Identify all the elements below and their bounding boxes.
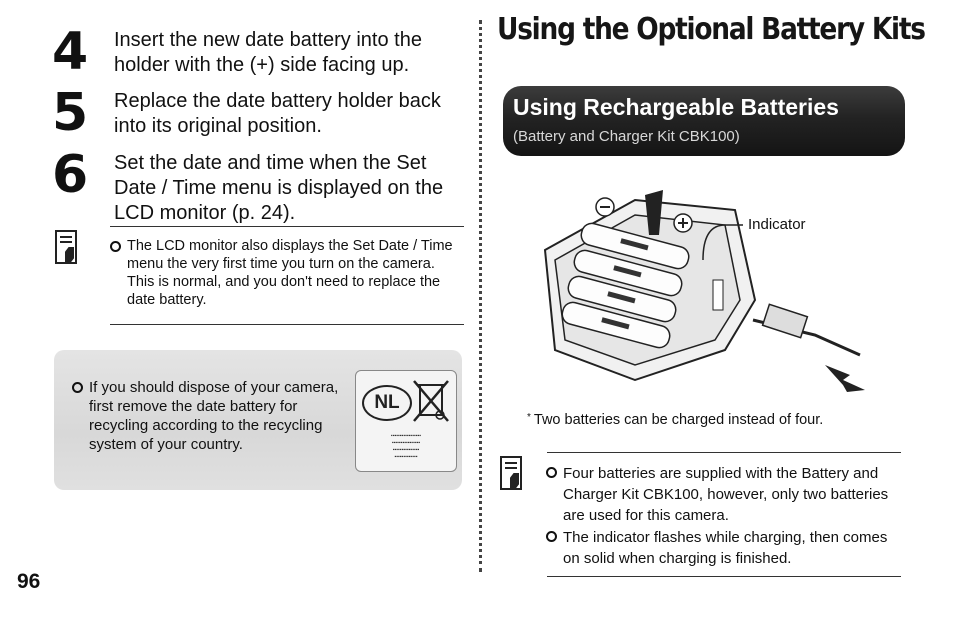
bullet-icon	[546, 467, 557, 478]
recycle-note-text: If you should dispose of your camera, first remove the date battery for recycling according to the recycling system of your country.	[89, 379, 339, 453]
left-note-item	[110, 237, 464, 309]
right-note-divider-top	[547, 452, 901, 453]
step-text: Replace the date battery holder back into its original position.	[114, 90, 441, 137]
figure-footnote	[527, 412, 823, 428]
step-text: Insert the new date battery into the holder with the (+) side facing up.	[114, 29, 422, 76]
step-6	[52, 145, 467, 229]
note-pencil-icon	[500, 456, 522, 490]
page-title: Using the Optional Battery Kits	[497, 12, 925, 47]
left-note-text: The LCD monitor also displays the Set Date / Time menu the very first time you turn on the camera. This is normal, and you don't need to replace the date battery.	[127, 238, 453, 308]
step-number: 6	[52, 145, 89, 205]
step-number: 4	[52, 22, 89, 82]
step-4	[52, 22, 467, 86]
right-note-item-2	[546, 527, 904, 569]
banner-subtitle: (Battery and Charger Kit CBK100)	[513, 128, 740, 145]
recycle-note-item	[72, 378, 354, 454]
footnote-mark: *	[527, 412, 531, 423]
right-note-item-1	[546, 463, 904, 526]
step-divider	[110, 226, 464, 227]
bullet-icon	[546, 531, 557, 542]
page-number: 96	[17, 570, 41, 593]
banner-title: Using Rechargeable Batteries	[513, 94, 839, 120]
footnote-text: Two batteries can be charged instead of four.	[533, 412, 824, 428]
note-pencil-icon	[55, 230, 77, 264]
note-divider	[110, 324, 464, 325]
right-note-text: The indicator flashes while charging, then comes on solid when charging is finished.	[563, 529, 888, 567]
recycling-badge	[355, 370, 457, 472]
battery-charger-illustration	[525, 180, 885, 395]
bullet-icon	[110, 241, 121, 252]
indicator-label: Indicator	[748, 216, 806, 233]
right-note-text: Four batteries are supplied with the Battery and Charger Kit CBK100, however, only two batteries are used for this camera.	[563, 465, 889, 524]
step-text: Set the date and time when the Set Date / Time menu is displayed on the LCD monitor (p. 24).	[114, 152, 444, 224]
crossed-bin-icon	[412, 377, 450, 425]
section-banner	[503, 86, 905, 156]
step-number: 5	[52, 83, 89, 143]
column-divider	[479, 20, 482, 572]
right-note-divider-bottom	[547, 576, 901, 577]
bullet-icon	[72, 382, 83, 393]
step-5	[52, 83, 467, 147]
badge-fineprint: ▪▪▪▪▪▪▪▪▪▪▪▪▪▪▪▪▪ ▪▪▪▪▪▪▪▪▪▪▪▪▪▪▪▪ ▪▪▪▪▪▪▪▪▪▪▪▪▪▪▪ ▪▪▪▪▪▪▪▪▪▪▪▪▪	[390, 433, 422, 460]
nl-label: NL	[362, 385, 412, 421]
